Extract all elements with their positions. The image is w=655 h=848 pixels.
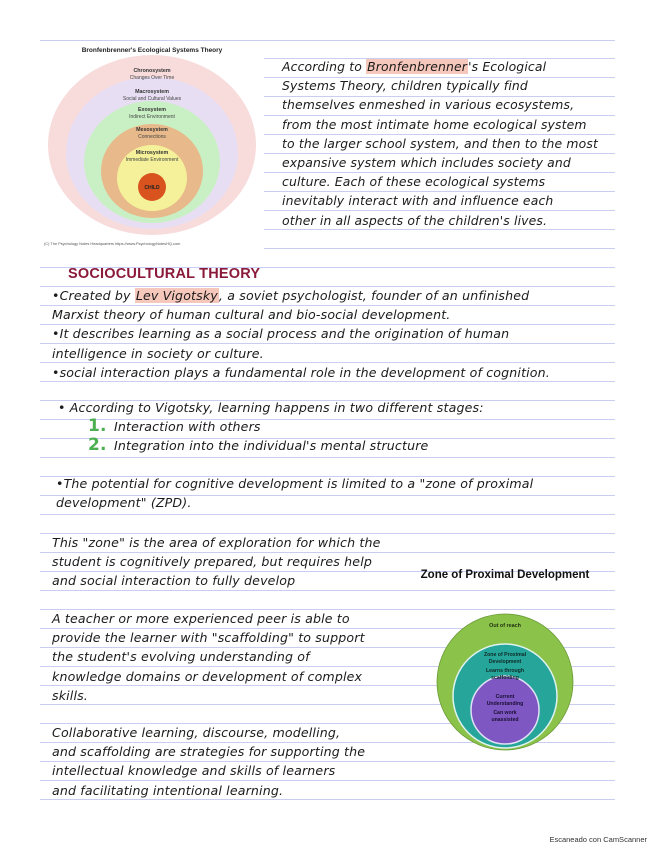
eco-title: Bronfenbrenner's Ecological Systems Theory bbox=[81, 47, 223, 54]
scaffold-line: provide the learner with "scaffolding" to support bbox=[52, 630, 365, 646]
stage-text: Integration into the individual's mental structure bbox=[114, 438, 429, 454]
collab-line: and facilitating intentional learning. bbox=[52, 782, 284, 798]
camscanner-footer: Escaneado con CamScanner bbox=[549, 835, 647, 844]
zpd-diagram bbox=[405, 562, 615, 752]
scaffold-line: A teacher or more experienced peer is able to bbox=[52, 611, 350, 626]
ecological-systems-diagram bbox=[40, 42, 264, 250]
exosystem-label: Exosystem bbox=[138, 107, 166, 113]
intro-paragraph bbox=[282, 57, 598, 230]
stage-number: 1. bbox=[88, 416, 107, 437]
chronosystem-label: Chronosystem bbox=[133, 68, 171, 74]
zone-line: and social interaction to fully develop bbox=[52, 573, 296, 589]
bullet2-line1: •It describes learning as a social process and the origination of human bbox=[52, 326, 510, 342]
intro-line: inevitably interact with and influence each bbox=[282, 193, 554, 209]
zpd-middle-label-4: scaffolding bbox=[491, 675, 519, 681]
intro-line: Systems Theory, children typically find bbox=[282, 78, 528, 94]
mesosystem-desc: Connections bbox=[138, 134, 166, 140]
stage-item bbox=[58, 436, 484, 455]
stage-number: 2. bbox=[88, 435, 107, 456]
zpd-line1: •The potential for cognitive development is limited to a "zone of proximal bbox=[56, 476, 534, 491]
chronosystem-desc: Changes Over Time bbox=[129, 75, 175, 81]
scaffold-paragraph bbox=[52, 609, 365, 705]
intro-line: expansive system which includes society and bbox=[282, 155, 571, 171]
collab-line: and scaffolding are strategies for supporting the bbox=[52, 744, 366, 760]
bronfenbrenner-highlight: Bronfenbrenner bbox=[367, 59, 468, 74]
microsystem-label: Microsystem bbox=[135, 150, 169, 156]
intro-line: from the most intimate home ecological system bbox=[282, 116, 587, 132]
scaffold-line: skills. bbox=[52, 687, 88, 703]
intro-line bbox=[282, 57, 598, 76]
scaffold-line: the student's evolving understanding of bbox=[52, 649, 310, 665]
intro-line: culture. Each of these ecological systems bbox=[282, 174, 546, 190]
stages-intro: • According to Vigotsky, learning happens in two different stages: bbox=[58, 400, 484, 415]
vigotsky-highlight: Lev Vigotsky bbox=[135, 288, 218, 303]
bullet2-line2: intelligence in society or culture. bbox=[52, 345, 264, 361]
intro-line: other in all aspects of the children's lives. bbox=[282, 212, 548, 228]
collab-line: intellectual knowledge and skills of learners bbox=[52, 763, 336, 779]
intro-line: to the larger school system, and then to the most bbox=[282, 135, 598, 151]
intro-line-cont: 's Ecological bbox=[468, 59, 547, 74]
stages-block bbox=[58, 398, 484, 456]
zpd-middle-label-1: Zone of Proximal bbox=[483, 652, 527, 658]
macrosystem-label: Macrosystem bbox=[135, 89, 169, 95]
bullet3: •social interaction plays a fundamental role in the development of cognition. bbox=[52, 364, 550, 380]
bullet1-pre: •Created by bbox=[52, 288, 135, 303]
zpd-inner-label-3: Can work bbox=[493, 710, 517, 716]
intro-line: themselves enmeshed in various ecosystems, bbox=[282, 97, 575, 113]
stage-text: Interaction with others bbox=[114, 419, 261, 435]
bullet1-post: , a soviet psychologist, founder of an unfinished bbox=[218, 288, 530, 303]
microsystem-desc: Immediate Environment bbox=[125, 157, 179, 163]
sociocultural-bullets bbox=[52, 286, 550, 382]
zpd-title: Zone of Proximal Development bbox=[420, 569, 590, 581]
mesosystem-label: Mesosystem bbox=[136, 127, 168, 133]
intro-pre: According to bbox=[282, 59, 367, 74]
collab-paragraph bbox=[52, 723, 365, 800]
zpd-statement bbox=[56, 474, 533, 512]
collab-line: Collaborative learning, discourse, modelling, bbox=[52, 725, 341, 740]
bullet1-line2: Marxist theory of human cultural and bio-social development. bbox=[52, 307, 451, 323]
zpd-outer-label: Out of reach bbox=[489, 623, 521, 629]
bullet-created-by bbox=[52, 286, 550, 305]
stage-item bbox=[58, 417, 484, 436]
zpd-middle-label-3: Learns through bbox=[485, 668, 525, 674]
zpd-inner-label-1: Current bbox=[495, 694, 515, 700]
exosystem-desc: Indirect Environment bbox=[129, 114, 175, 120]
eco-credit: (C) The Psychology Notes Headquarters https://www.PsychologyNotesHQ.com bbox=[44, 241, 181, 246]
zone-paragraph bbox=[52, 533, 381, 591]
macrosystem-desc: Social and Cultural Values bbox=[122, 96, 182, 102]
zone-line: This "zone" is the area of exploration for which the bbox=[52, 535, 381, 550]
zpd-middle-label-2: Development bbox=[488, 659, 522, 665]
zpd-inner-label-2: Understanding bbox=[486, 701, 524, 707]
zpd-line2: development" (ZPD). bbox=[56, 495, 192, 511]
child-label: CHILD bbox=[144, 185, 160, 191]
scaffold-line: knowledge domains or development of complex bbox=[52, 668, 363, 684]
sociocultural-heading: SOCIOCULTURAL THEORY bbox=[68, 266, 261, 282]
zpd-inner-label-4: unassisted bbox=[491, 717, 519, 723]
zone-line: student is cognitively prepared, but requires help bbox=[52, 554, 372, 570]
